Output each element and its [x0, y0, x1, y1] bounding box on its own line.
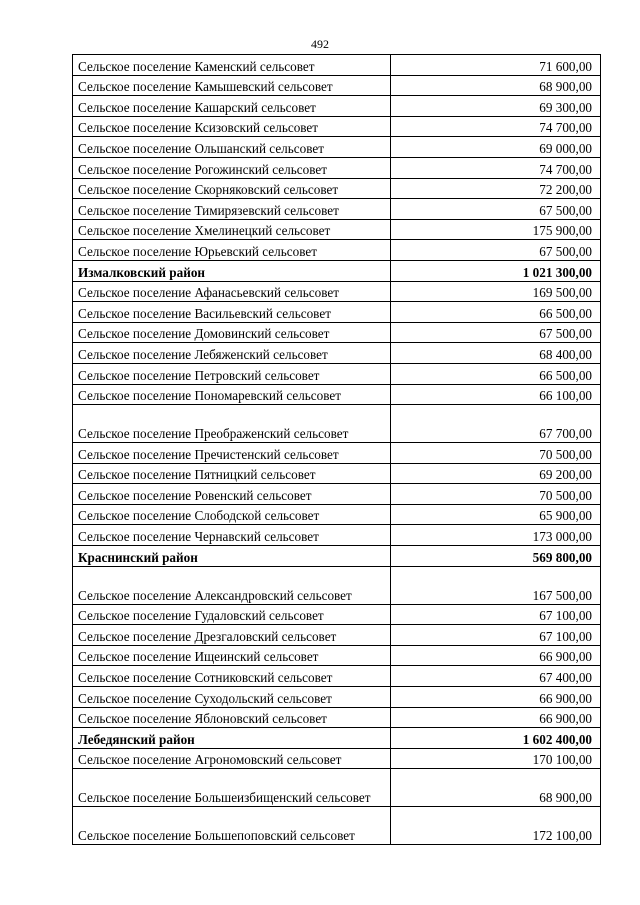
amount-cell: 71 600,00 [391, 55, 601, 76]
settlement-name: Сельское поселение Лебяженский сельсовет [73, 343, 391, 364]
amount-cell: 66 100,00 [391, 384, 601, 405]
table-row [73, 405, 601, 443]
settlement-name: Сельское поселение Большепоповский сельсовет [73, 807, 391, 845]
page-number: 492 [311, 37, 329, 51]
settlement-name: Сельское поселение Пятницкий сельсовет [73, 463, 391, 484]
settlement-name: Сельское поселение Александровский сельсовет [73, 566, 391, 604]
settlement-name: Сельское поселение Тимирязевский сельсовет [73, 199, 391, 220]
settlement-name: Сельское поселение Яблоновский сельсовет [73, 707, 391, 728]
table-row [73, 525, 601, 546]
amount-cell: 74 700,00 [391, 157, 601, 178]
table-row [73, 645, 601, 666]
amount-cell: 66 500,00 [391, 302, 601, 323]
district-name: Измалковский район [73, 260, 391, 281]
settlement-name: Сельское поселение Ровенский сельсовет [73, 484, 391, 505]
amount-cell: 67 500,00 [391, 240, 601, 261]
settlement-name: Сельское поселение Агрономовский сельсовет [73, 748, 391, 769]
district-row [73, 546, 601, 567]
table-row [73, 75, 601, 96]
table-row [73, 302, 601, 323]
amount-cell: 68 900,00 [391, 75, 601, 96]
settlement-name: Сельское поселение Хмелинецкий сельсовет [73, 219, 391, 240]
table-row [73, 463, 601, 484]
table-row [73, 687, 601, 708]
table-row [73, 707, 601, 728]
amount-cell: 170 100,00 [391, 748, 601, 769]
table-row [73, 116, 601, 137]
table-row [73, 96, 601, 117]
table-row [73, 566, 601, 604]
settlement-name: Сельское поселение Слободской сельсовет [73, 504, 391, 525]
settlement-name: Сельское поселение Суходольский сельсовет [73, 687, 391, 708]
amount-cell: 74 700,00 [391, 116, 601, 137]
table-row [73, 384, 601, 405]
budget-allocation-table [72, 54, 601, 845]
settlement-name: Сельское поселение Кашарский сельсовет [73, 96, 391, 117]
amount-cell: 65 900,00 [391, 504, 601, 525]
district-row [73, 728, 601, 749]
settlement-name: Сельское поселение Камышевский сельсовет [73, 75, 391, 96]
settlement-name: Сельское поселение Дрезгаловский сельсовет [73, 625, 391, 646]
table-row [73, 137, 601, 158]
table-body [73, 55, 601, 845]
settlement-name: Сельское поселение Преображенский сельсовет [73, 405, 391, 443]
amount-cell: 66 900,00 [391, 645, 601, 666]
table-row [73, 625, 601, 646]
settlement-name: Сельское поселение Пономаревский сельсовет [73, 384, 391, 405]
settlement-name: Сельское поселение Юрьевский сельсовет [73, 240, 391, 261]
amount-cell: 67 100,00 [391, 625, 601, 646]
table-row [73, 769, 601, 807]
district-name: Лебедянский район [73, 728, 391, 749]
table-row [73, 748, 601, 769]
amount-cell: 173 000,00 [391, 525, 601, 546]
table-row [73, 343, 601, 364]
settlement-name: Сельское поселение Гудаловский сельсовет [73, 604, 391, 625]
settlement-name: Сельское поселение Пречистенский сельсовет [73, 443, 391, 464]
table-row [73, 55, 601, 76]
district-total: 1 021 300,00 [391, 260, 601, 281]
amount-cell: 69 200,00 [391, 463, 601, 484]
amount-cell: 66 900,00 [391, 707, 601, 728]
amount-cell: 67 500,00 [391, 199, 601, 220]
amount-cell: 69 300,00 [391, 96, 601, 117]
table-row [73, 504, 601, 525]
table-row [73, 604, 601, 625]
settlement-name: Сельское поселение Петровский сельсовет [73, 363, 391, 384]
table-row [73, 363, 601, 384]
settlement-name: Сельское поселение Домовинский сельсовет [73, 322, 391, 343]
settlement-name: Сельское поселение Большеизбищенский сельсовет [73, 769, 391, 807]
amount-cell: 68 900,00 [391, 769, 601, 807]
settlement-name: Сельское поселение Рогожинский сельсовет [73, 157, 391, 178]
amount-cell: 169 500,00 [391, 281, 601, 302]
table-row [73, 240, 601, 261]
amount-cell: 172 100,00 [391, 807, 601, 845]
amount-cell: 67 400,00 [391, 666, 601, 687]
amount-cell: 70 500,00 [391, 443, 601, 464]
settlement-name: Сельское поселение Каменский сельсовет [73, 55, 391, 76]
table-row [73, 199, 601, 220]
settlement-name: Сельское поселение Чернавский сельсовет [73, 525, 391, 546]
table-row [73, 443, 601, 464]
settlement-name: Сельское поселение Афанасьевский сельсовет [73, 281, 391, 302]
settlement-name: Сельское поселение Сотниковский сельсовет [73, 666, 391, 687]
table-row [73, 807, 601, 845]
district-total: 569 800,00 [391, 546, 601, 567]
table-row [73, 666, 601, 687]
amount-cell: 68 400,00 [391, 343, 601, 364]
amount-cell: 175 900,00 [391, 219, 601, 240]
amount-cell: 69 000,00 [391, 137, 601, 158]
settlement-name: Сельское поселение Ксизовский сельсовет [73, 116, 391, 137]
settlement-name: Сельское поселение Васильевский сельсовет [73, 302, 391, 323]
table-row [73, 219, 601, 240]
amount-cell: 67 700,00 [391, 405, 601, 443]
amount-cell: 167 500,00 [391, 566, 601, 604]
settlement-name: Сельское поселение Ольшанский сельсовет [73, 137, 391, 158]
table-row [73, 484, 601, 505]
amount-cell: 67 500,00 [391, 322, 601, 343]
settlement-name: Сельское поселение Ищеинский сельсовет [73, 645, 391, 666]
table-row [73, 281, 601, 302]
district-row [73, 260, 601, 281]
table-row [73, 178, 601, 199]
district-total: 1 602 400,00 [391, 728, 601, 749]
amount-cell: 67 100,00 [391, 604, 601, 625]
table-row [73, 157, 601, 178]
table-row [73, 322, 601, 343]
amount-cell: 66 500,00 [391, 363, 601, 384]
settlement-name: Сельское поселение Скорняковский сельсовет [73, 178, 391, 199]
amount-cell: 70 500,00 [391, 484, 601, 505]
amount-cell: 66 900,00 [391, 687, 601, 708]
amount-cell: 72 200,00 [391, 178, 601, 199]
district-name: Краснинский район [73, 546, 391, 567]
